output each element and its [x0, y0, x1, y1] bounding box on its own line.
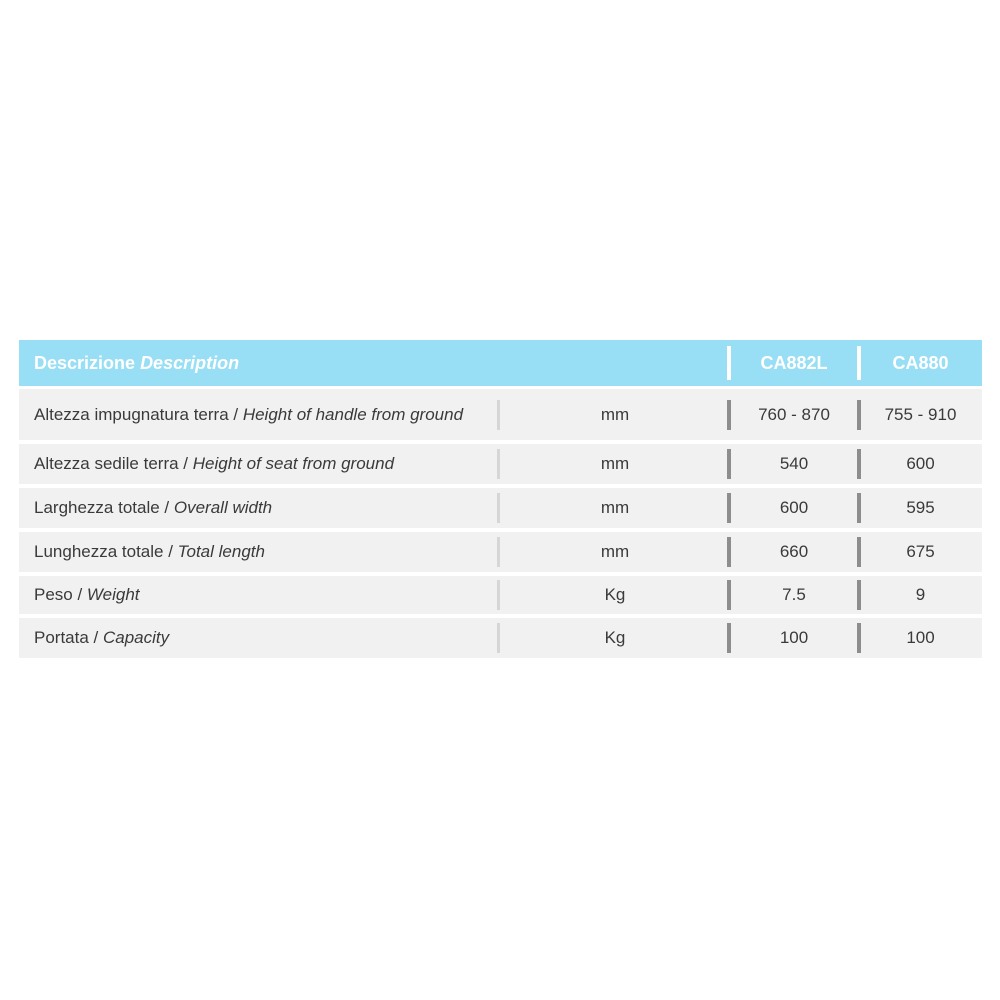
header-description-it: Descrizione — [34, 353, 136, 373]
row-label-en: Height of handle from ground — [242, 404, 464, 424]
row-unit: mm — [600, 454, 630, 473]
table-header — [19, 340, 982, 386]
column-divider — [497, 400, 500, 430]
column-divider — [857, 449, 861, 479]
row-value-ca882l: 7.5 — [782, 585, 806, 604]
table-row — [19, 618, 982, 658]
row-value-ca882l: 100 — [779, 628, 809, 647]
row-description — [19, 403, 501, 427]
header-description — [19, 351, 501, 375]
row-value-ca880: 100 — [906, 628, 935, 647]
row-label-en: Overall width — [173, 498, 273, 517]
row-unit: mm — [600, 404, 630, 424]
row-value-ca882l: 760 - 870 — [758, 404, 830, 424]
row-label-en: Height of seat from ground — [192, 454, 395, 473]
row-unit: Kg — [604, 628, 626, 647]
row-label-it: Peso / — [34, 585, 87, 604]
table-row — [19, 532, 982, 572]
header-model-ca880: CA880 — [892, 352, 949, 373]
row-label-en: Total length — [177, 542, 265, 561]
row-description — [19, 452, 501, 476]
column-divider — [727, 400, 731, 430]
spec-table — [19, 340, 982, 662]
column-divider — [727, 346, 731, 380]
row-description — [19, 496, 501, 520]
row-value-ca882l: 660 — [779, 542, 809, 561]
column-divider — [497, 580, 500, 610]
row-description — [19, 583, 501, 607]
column-divider — [727, 623, 731, 653]
column-divider — [857, 537, 861, 567]
row-description — [19, 540, 501, 564]
row-description — [19, 626, 501, 650]
row-value-ca880: 595 — [906, 498, 935, 517]
row-label-it: Altezza sedile terra / — [34, 454, 193, 473]
row-value-ca882l: 600 — [779, 498, 809, 517]
row-label-en: Weight — [86, 585, 140, 604]
row-value-ca882l: 540 — [779, 454, 809, 473]
column-divider — [727, 537, 731, 567]
row-label-it: Lunghezza totale / — [34, 542, 178, 561]
column-divider — [857, 623, 861, 653]
row-value-ca880: 600 — [906, 454, 935, 473]
row-label-it: Altezza impugnatura terra / — [34, 404, 243, 424]
column-divider — [497, 449, 500, 479]
table-row — [19, 444, 982, 484]
column-divider — [857, 346, 861, 380]
table-row — [19, 576, 982, 614]
column-divider — [857, 493, 861, 523]
column-divider — [497, 493, 500, 523]
header-model-ca882l: CA882L — [760, 352, 828, 373]
row-value-ca880: 755 - 910 — [884, 404, 957, 424]
row-label-it: Portata / — [34, 628, 103, 647]
row-label-en: Capacity — [102, 628, 170, 647]
column-divider — [857, 400, 861, 430]
row-unit: mm — [600, 498, 630, 517]
row-unit: Kg — [604, 585, 626, 604]
column-divider — [727, 580, 731, 610]
row-value-ca880: 9 — [915, 585, 926, 604]
column-divider — [497, 537, 500, 567]
column-divider — [727, 493, 731, 523]
column-divider — [857, 580, 861, 610]
row-value-ca880: 675 — [906, 542, 935, 561]
column-divider — [727, 449, 731, 479]
table-row — [19, 389, 982, 440]
row-label-it: Larghezza totale / — [34, 498, 174, 517]
table-row — [19, 488, 982, 528]
header-description-en: Description — [140, 353, 240, 373]
column-divider — [497, 623, 500, 653]
row-unit: mm — [600, 542, 630, 561]
